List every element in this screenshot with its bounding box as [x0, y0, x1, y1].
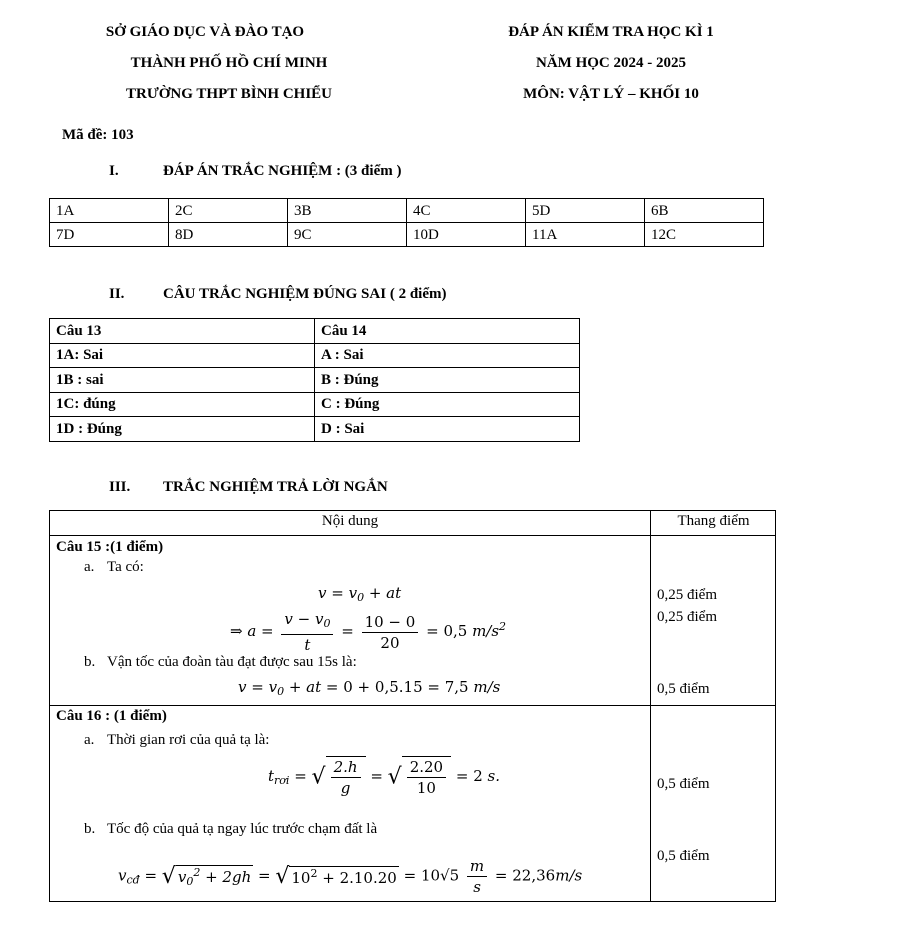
question-15-part-a-label: a.: [84, 559, 95, 575]
column-divider: [650, 511, 651, 901]
table-cell: 3B: [288, 199, 407, 223]
table-cell: 1C: đúng: [50, 392, 315, 417]
table-cell: 10D: [407, 223, 526, 247]
answer-table-mcq: [49, 198, 764, 247]
table-row: [50, 223, 764, 247]
table-row: [50, 319, 580, 344]
header-school: TRƯỜNG THPT BÌNH CHIỂU: [125, 86, 332, 102]
table-row: [50, 417, 580, 442]
table-cell: 12C: [645, 223, 764, 247]
section1-title: ĐÁP ÁN TRẮC NGHIỆM : (3 điểm ): [163, 163, 402, 179]
formula-impact-speed: $v_{cđ}$ = √ $v_0^2 + 2gh$ = √ $10^2 + 2.10.20 = 10√5$ $\frac{m}{s}$ = 22,36m/s: [118, 857, 583, 896]
table-cell: 1A: Sai: [50, 343, 315, 368]
table-row: [50, 343, 580, 368]
formula-acceleration: ⇒ a = $\frac{v - v_0}{t}$ = $\frac{10 - 0}{20}$ = 0,5 $m/s^2$: [230, 610, 507, 654]
table-cell: 8D: [169, 223, 288, 247]
section3-title: TRẮC NGHIỆM TRẢ LỜI NGẮN: [163, 479, 388, 495]
score-15-1: 0,25 điểm: [657, 587, 717, 603]
table-row: [50, 368, 580, 393]
table-cell: 1D : Đúng: [50, 417, 315, 442]
formula-velocity-equation: $v = v_0$ + at: [318, 584, 402, 604]
table-cell: A : Sai: [315, 343, 580, 368]
column-header-content: Nội dung: [321, 513, 379, 529]
table-cell: B : Đúng: [315, 368, 580, 393]
score-15-3: 0,5 điểm: [657, 681, 710, 697]
column-header-score: Thang điểm: [677, 513, 750, 529]
question-15-part-b-text: Vận tốc của đoàn tàu đạt được sau 15s là:: [107, 654, 357, 670]
header-subject: MÔN: VẬT LÝ – KHỐI 10: [523, 86, 699, 102]
section1-number: I.: [109, 163, 119, 179]
table-row: [50, 199, 764, 223]
table-cell: 1A: [50, 199, 169, 223]
table-cell: 6B: [645, 199, 764, 223]
formula-fall-time: $t_{rơi}$ = √ $\frac{2.h}{g}$ = √ $\frac{2.20}{10}$ = 2 s.: [268, 758, 500, 797]
table-cell: 9C: [288, 223, 407, 247]
section2-title: CÂU TRẮC NGHIỆM ĐÚNG SAI ( 2 điểm): [163, 286, 447, 302]
table-cell: 1B : sai: [50, 368, 315, 393]
header-city: THÀNH PHỐ HỒ CHÍ MINH: [130, 55, 328, 71]
table-row: [50, 392, 580, 417]
question-16-part-b-label: b.: [84, 821, 96, 837]
table-cell: 7D: [50, 223, 169, 247]
question-15-part-b-label: b.: [84, 654, 96, 670]
table-cell: D : Sai: [315, 417, 580, 442]
header-school-year: NĂM HỌC 2024 - 2025: [536, 55, 686, 71]
header-department: SỞ GIÁO DỤC VÀ ĐÀO TẠO: [105, 24, 305, 40]
table-cell: 4C: [407, 199, 526, 223]
table-cell: Câu 14: [315, 319, 580, 344]
answer-table-true-false: [49, 318, 580, 442]
question-15-title: Câu 15 :(1 điểm): [56, 539, 164, 555]
table-cell: 5D: [526, 199, 645, 223]
question-15-part-a-text: Ta có:: [107, 559, 144, 575]
section2-heading: [109, 286, 446, 303]
table-cell: 11A: [526, 223, 645, 247]
short-answer-table: [49, 510, 776, 902]
row-divider: [50, 535, 775, 536]
question-16-part-b-text: Tốc độ của quả tạ ngay lúc trước chạm đất là: [107, 821, 378, 837]
score-16-2: 0,5 điểm: [657, 848, 710, 864]
score-16-1: 0,5 điểm: [657, 776, 710, 792]
section3-number: III.: [109, 479, 131, 495]
section1-heading: [109, 163, 401, 180]
section3-heading: [109, 479, 388, 496]
formula-velocity-result: $v = v_0$ + at = 0 + 0,5.15 = 7,5 m/s: [238, 678, 501, 698]
row-divider: [50, 705, 775, 706]
question-16-part-a-text: Thời gian rơi của quả tạ là:: [107, 732, 270, 748]
table-cell: C : Đúng: [315, 392, 580, 417]
score-15-2: 0,25 điểm: [657, 609, 717, 625]
exam-code: Mã đề: 103: [62, 127, 134, 143]
header-exam-title: ĐÁP ÁN KIỂM TRA HỌC KÌ 1: [508, 24, 714, 40]
table-cell: Câu 13: [50, 319, 315, 344]
table-cell: 2C: [169, 199, 288, 223]
question-16-title: Câu 16 : (1 điểm): [56, 708, 167, 724]
question-16-part-a-label: a.: [84, 732, 95, 748]
section2-number: II.: [109, 286, 125, 302]
